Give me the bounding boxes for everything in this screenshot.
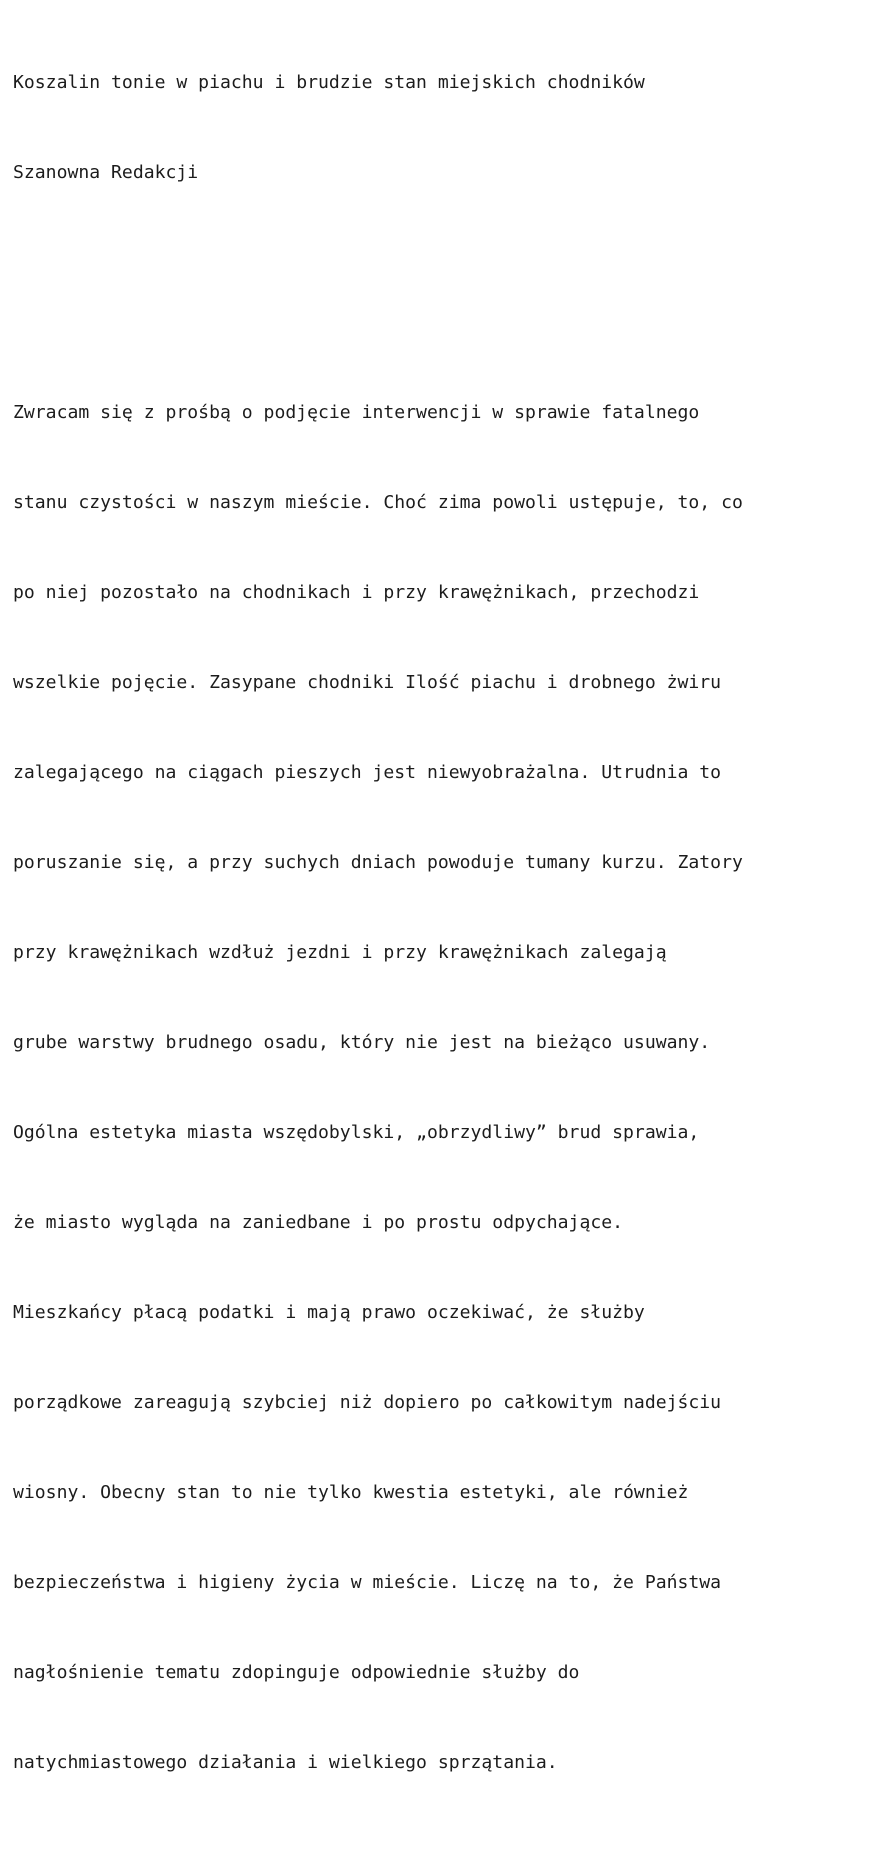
body-line: natychmiastowego działania i wielkiego sprzątania. bbox=[13, 1752, 558, 1773]
body-line: Zwracam się z prośbą o podjęcie interwencji w sprawie fatalnego bbox=[13, 402, 700, 423]
body-line: Ogólna estetyka miasta wszędobylski, „obrzydliwy” brud sprawia, bbox=[13, 1122, 700, 1143]
body-line: przy krawężnikach wzdłuż jezdni i przy krawężnikach zalegają bbox=[13, 942, 667, 963]
body-line: zalegającego na ciągach pieszych jest niewyobrażalna. Utrudnia to bbox=[13, 762, 722, 783]
body-line: wiosny. Obecny stan to nie tylko kwestia estetyki, ale również bbox=[13, 1482, 689, 1503]
body-line: poruszanie się, a przy suchych dniach powoduje tumany kurzu. Zatory bbox=[13, 852, 743, 873]
body-line: stanu czystości w naszym mieście. Choć zima powoli ustępuje, to, co bbox=[13, 492, 743, 513]
body-line: nagłośnienie tematu zdopinguje odpowiednie służby do bbox=[13, 1662, 580, 1683]
paragraph-gap bbox=[13, 248, 873, 278]
body-line: wszelkie pojęcie. Zasypane chodniki Ilość piachu i drobnego żwiru bbox=[13, 672, 722, 693]
body-line: bezpieczeństwa i higieny życia w mieście. Liczę na to, że Państwa bbox=[13, 1572, 722, 1593]
letter-document bbox=[13, 8, 873, 1868]
body-line: Mieszkańcy płacą podatki i mają prawo oczekiwać, że służby bbox=[13, 1302, 645, 1323]
letter-salutation: Szanowna Redakcji bbox=[13, 162, 199, 183]
body-line: porządkowe zareagują szybciej niż dopiero po całkowitym nadejściu bbox=[13, 1392, 722, 1413]
letter-body bbox=[13, 338, 873, 1838]
body-line: grube warstwy brudnego osadu, który nie jest na bieżąco usuwany. bbox=[13, 1032, 711, 1053]
body-line: że miasto wygląda na zaniedbane i po prostu odpychające. bbox=[13, 1212, 624, 1233]
body-line: po niej pozostało na chodnikach i przy krawężnikach, przechodzi bbox=[13, 582, 700, 603]
letter-title: Koszalin tonie w piachu i brudzie stan miejskich chodników bbox=[13, 72, 645, 93]
